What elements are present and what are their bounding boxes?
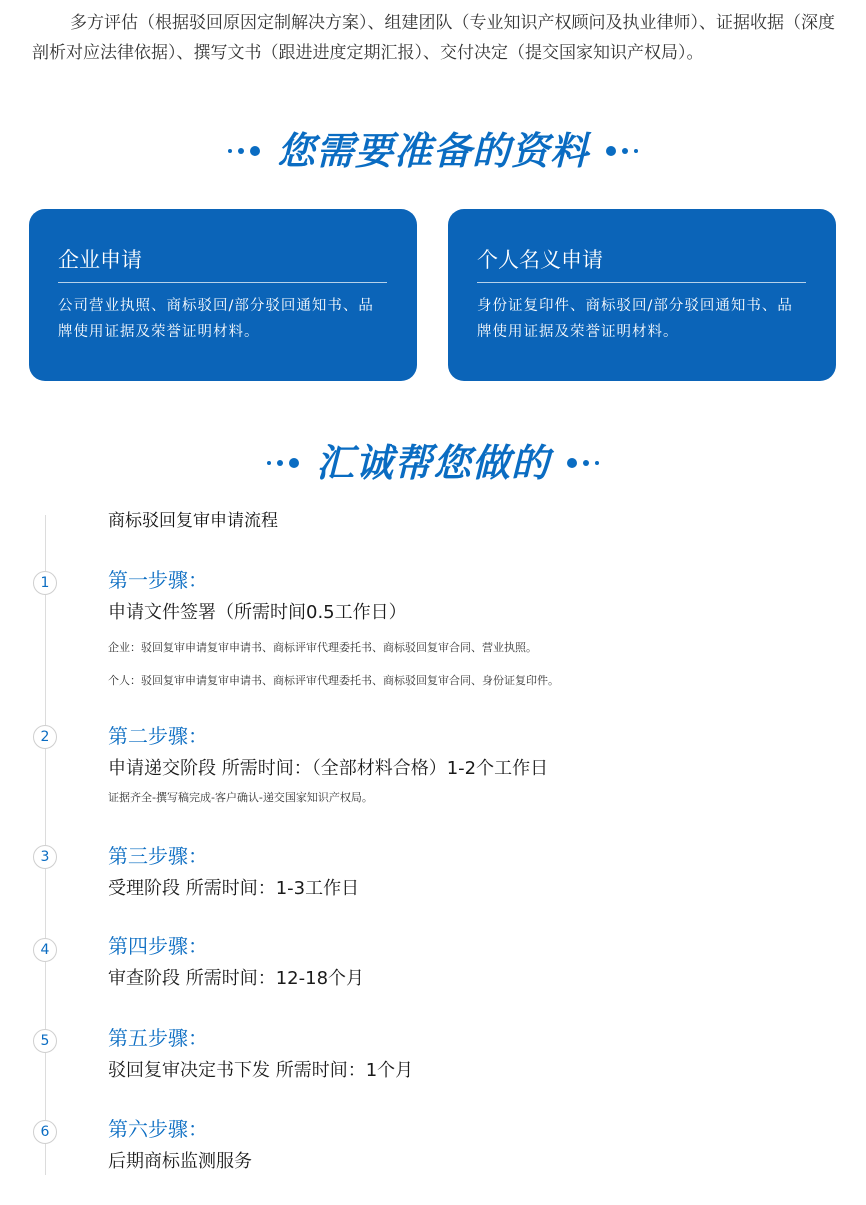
step-number-badge: 6 <box>33 1120 57 1144</box>
step-number-badge: 4 <box>33 938 57 962</box>
step-label: 第二步骤： <box>108 724 208 748</box>
step-4 <box>108 932 828 992</box>
services-section-title <box>0 438 866 488</box>
left-dots-icon <box>264 458 302 468</box>
step-label: 第四步骤： <box>108 934 208 958</box>
card-enterprise <box>29 209 417 381</box>
step-number-badge: 3 <box>33 845 57 869</box>
step-main: 后期商标监测服务 <box>108 1151 252 1172</box>
step-number-badge: 1 <box>33 571 57 595</box>
step-note: 企业：驳回复审申请复审申请书、商标评审代理委托书、商标驳回复审合同、营业执照。 <box>108 641 537 654</box>
step-number-badge: 2 <box>33 725 57 749</box>
step-main: 受理阶段 所需时间：1-3工作日 <box>108 878 360 899</box>
right-dots-icon <box>603 146 641 156</box>
step-note: 证据齐全-撰写稿完成-客户确认-递交国家知识产权局。 <box>108 791 373 804</box>
step-main: 驳回复审决定书下发 所需时间：1个月 <box>108 1060 414 1081</box>
card-individual <box>448 209 836 381</box>
card-individual-title: 个人名义申请 <box>477 246 806 283</box>
card-enterprise-body: 公司营业执照、商标驳回/部分驳回通知书、品牌使用证据及荣誉证明材料。 <box>58 298 374 340</box>
left-dots-icon <box>225 146 263 156</box>
step-5 <box>108 1024 828 1084</box>
step-main: 申请递交阶段 所需时间：（全部材料合格）1-2个工作日 <box>108 758 549 779</box>
step-note: 个人：驳回复审申请复审申请书、商标评审代理委托书、商标驳回复审合同、身份证复印件。 <box>108 674 559 687</box>
materials-section-title <box>0 126 866 176</box>
step-main: 审查阶段 所需时间：12-18个月 <box>108 968 365 989</box>
step-number-badge: 5 <box>33 1029 57 1053</box>
process-title: 商标驳回复审申请流程 <box>108 511 278 531</box>
card-enterprise-title: 企业申请 <box>58 246 387 283</box>
step-label: 第六步骤： <box>108 1117 208 1141</box>
step-label: 第三步骤： <box>108 844 208 868</box>
step-label: 第五步骤： <box>108 1026 208 1050</box>
intro-paragraph: 多方评估（根据驳回原因定制解决方案）、组建团队（专业知识产权顾问及执业律师）、证据收据（深度剖析对应法律依据）、撰写文书（跟进进度定期汇报）、交付决定（提交国家知识产权局）。 <box>32 13 835 63</box>
step-label: 第一步骤： <box>108 568 208 592</box>
step-6 <box>108 1115 828 1175</box>
card-individual-body: 身份证复印件、商标驳回/部分驳回通知书、品牌使用证据及荣誉证明材料。 <box>477 298 793 340</box>
services-title: 汇诚帮您做的 <box>315 441 550 485</box>
step-2 <box>108 722 828 806</box>
step-1 <box>108 566 828 689</box>
step-main: 申请文件签署（所需时间0.5工作日） <box>108 602 407 623</box>
step-3 <box>108 842 828 902</box>
materials-title: 您需要准备的资料 <box>276 129 589 173</box>
right-dots-icon <box>564 458 602 468</box>
